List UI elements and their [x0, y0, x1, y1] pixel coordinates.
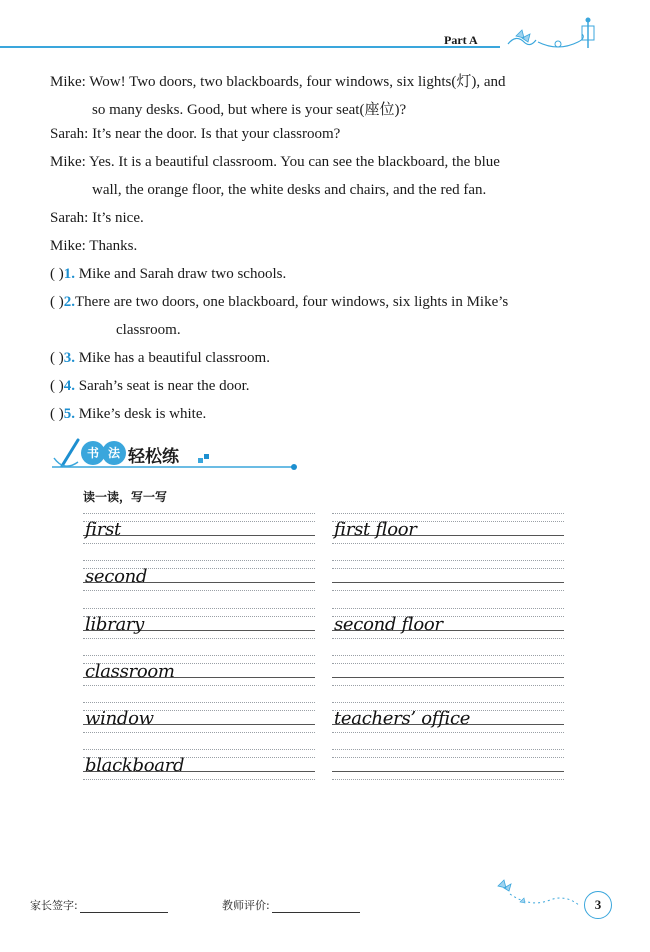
question-5: [50, 406, 206, 423]
writing-line[interactable]: [332, 702, 564, 736]
writing-line[interactable]: [83, 560, 315, 594]
copy-word: window: [85, 708, 154, 729]
question-text: Mike and Sarah draw two schools.: [75, 266, 287, 282]
dialogue-line: Mike: Yes. It is a beautiful classroom. You can see the blackboard, the blue: [50, 154, 500, 170]
writing-line[interactable]: [83, 749, 315, 783]
section-title: 轻松练: [128, 447, 179, 467]
header-rule: [0, 46, 500, 48]
question-text: Mike has a beautiful classroom.: [75, 350, 270, 366]
copy-word: classroom: [85, 661, 175, 682]
teacher-evaluation: [222, 897, 360, 913]
butterfly-lamp-decoration-icon: [488, 14, 628, 54]
question-number: 4.: [63, 378, 75, 394]
instruction-text: 读一读，写一写: [83, 490, 168, 504]
dialogue-line: Mike: Wow! Two doors, two blackboards, four windows, six lights(灯), and: [50, 74, 506, 90]
page-header-title: Part A: [444, 33, 478, 47]
question-number: 2.: [63, 294, 75, 310]
teacher-evaluation-field[interactable]: [272, 902, 360, 913]
teacher-evaluation-label: 教师评价:: [222, 899, 270, 912]
answer-blank[interactable]: ( ): [50, 406, 64, 422]
badge-char-2: 法: [107, 446, 120, 460]
copy-word: second: [85, 566, 148, 587]
butterfly-decoration-icon: [490, 872, 585, 912]
pen-icon: [62, 440, 78, 466]
question-text: Mike’s desk is white.: [75, 406, 207, 422]
writing-line[interactable]: [332, 749, 564, 783]
writing-line[interactable]: [332, 560, 564, 594]
page-number: 3: [584, 891, 612, 919]
writing-line[interactable]: [332, 655, 564, 689]
parent-signature-label: 家长签字:: [30, 899, 78, 912]
question-2: [50, 294, 508, 311]
copy-word: library: [85, 614, 145, 635]
question-1: [50, 266, 286, 283]
question-text: Sarah’s seat is near the door.: [75, 378, 250, 394]
writing-line[interactable]: [83, 655, 315, 689]
question-text: There are two doors, one blackboard, four windows, six lights in Mike’s: [75, 294, 509, 310]
question-number: 1.: [63, 266, 75, 282]
question-3: [50, 350, 270, 367]
writing-line[interactable]: [83, 608, 315, 642]
writing-line[interactable]: [332, 608, 564, 642]
answer-blank[interactable]: ( ): [50, 294, 64, 310]
answer-blank[interactable]: ( ): [50, 266, 64, 282]
question-2-continued: classroom.: [116, 322, 181, 338]
dialogue-line: so many desks. Good, but where is your seat(座位)?: [92, 102, 407, 118]
writing-line[interactable]: [83, 513, 315, 547]
copy-word: second floor: [334, 614, 443, 635]
copy-word: first floor: [334, 519, 417, 540]
parent-signature: [30, 897, 168, 913]
dialogue-line: Mike: Thanks.: [50, 238, 138, 254]
badge-char-1: 书: [86, 446, 99, 460]
answer-blank[interactable]: ( ): [50, 350, 64, 366]
question-number: 5.: [63, 406, 75, 422]
answer-blank[interactable]: ( ): [50, 378, 64, 394]
parent-signature-field[interactable]: [80, 902, 168, 913]
copy-word: teachers’ office: [334, 708, 471, 729]
copy-word: first: [85, 519, 121, 540]
dialogue-line: Sarah: It’s nice.: [50, 210, 144, 226]
dialogue-line: wall, the orange floor, the white desks and chairs, and the red fan.: [92, 182, 487, 198]
copy-word: blackboard: [85, 755, 185, 776]
question-4: [50, 378, 250, 395]
writing-line[interactable]: [332, 513, 564, 547]
writing-line[interactable]: [83, 702, 315, 736]
dialogue-line: Sarah: It’s near the door. Is that your classroom?: [50, 126, 341, 142]
question-number: 3.: [63, 350, 75, 366]
